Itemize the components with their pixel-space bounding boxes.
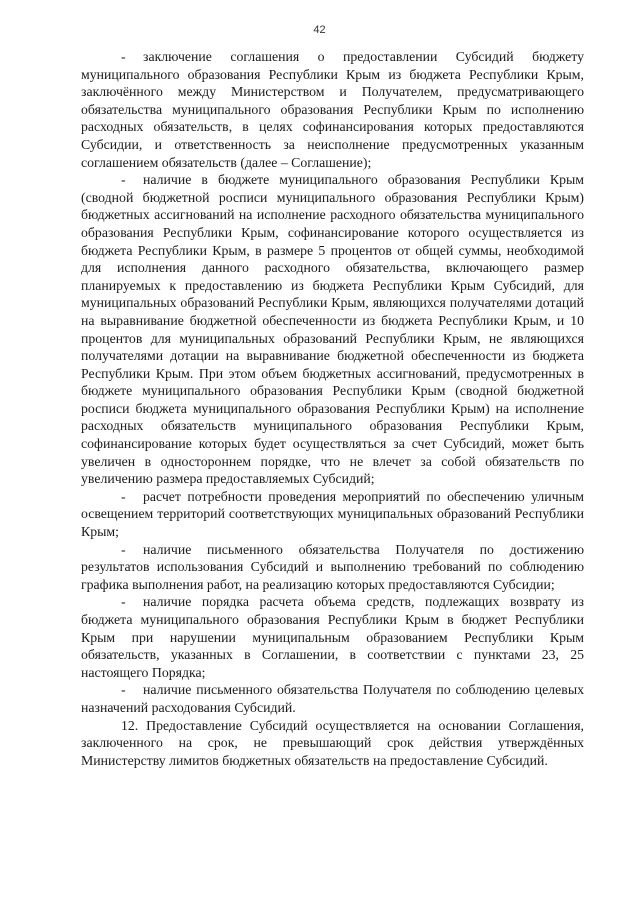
bullet-text: наличие письменного обязательства Получателя по соблюдению целевых назначений расходования Субсидий. bbox=[81, 682, 584, 715]
bullet-text: наличие порядка расчета объема средств, подлежащих возврату из бюджета муниципального образования Республики Крым в бюджет Республики Крым при нарушении муниципальным образованием Республики Крым обязательств, указанных в Соглашении, в соответствии с пунктами 23, 25 настоящего Порядка; bbox=[81, 594, 584, 680]
bullet-text: наличие письменного обязательства Получателя по достижению результатов использования Субсидий и выполнению требований по соблюдению графика выполнения работ, на реализацию которых предоставляются Субсидии; bbox=[81, 541, 584, 592]
bullet-item bbox=[81, 593, 584, 681]
bullet-marker: - bbox=[121, 49, 126, 64]
bullet-item bbox=[81, 681, 584, 716]
bullet-item bbox=[81, 48, 584, 171]
bullet-marker: - bbox=[121, 594, 126, 610]
bullet-text: заключение соглашения о предоставлении Субсидий бюджету муниципального образования Республики Крым из бюджета Республики Крым, заключённого между Министерством и Получателем, предусматривающего обязательства муниципального образования Республики Крым по исполнению расходных обязательств, в целях софинансирования которых предоставляются Субсидии, и ответственность за неисполнение предусмотренных указанным соглашением обязательств (далее – Соглашение); bbox=[81, 49, 584, 170]
bullet-marker: - bbox=[121, 541, 126, 557]
page-number: 42 bbox=[313, 24, 326, 36]
bullet-item bbox=[81, 488, 584, 541]
bullet-item bbox=[81, 541, 584, 594]
clause-12: 12. Предоставление Субсидий осуществляется на основании Соглашения, заключенного на срок, не превышающий срок действия утверждённых Министерству лимитов бюджетных обязательств на предоставление Субсидий. bbox=[81, 717, 584, 768]
bullet-item bbox=[81, 171, 584, 488]
bullet-text: расчет потребности проведения мероприятий по обеспечению уличным освещением территорий соответствующих муниципальных образований Республики Крым; bbox=[81, 488, 584, 540]
bullet-marker: - bbox=[121, 172, 126, 188]
bullet-marker: - bbox=[121, 682, 126, 698]
bullet-text: наличие в бюджете муниципального образования Республики Крым (сводной бюджетной росписи муниципального образования Республики Крым) бюджетных ассигнований на исполнение расходного обязательства муниципального образования Республики Крым, софинансирование которого осуществляется из бюджета Республики Крым, в размере 5 процентов от общей суммы, необходимой для исполнения данного расходного обязательства, включающего размер планируемых к предоставлению из бюджета Республики Крым Субсидий, для муниципальных образований Республики Крым, являющихся получателями дотаций на выравнивание бюджетной обеспеченности из бюджета Республики Крым, и 10 процентов для муниципальных образований Республики Крым, не являющихся получателями дотации на выравнивание бюджетной обеспеченности из бюджета Республики Крым. При этом объем бюджетных ассигнований, предусмотренных в бюджете муниципального образования Республики Крым (сводной бюджетной росписи бюджета муниципального образования Республики Крым) на исполнение расходных обязательств муниципального образования Республики Крым, софинансирование которых будет осуществляться за счет Субсидий, может быть увеличен в одностороннем порядке, что не влечет за собой обязательств по увеличению размера предоставляемых Субсидий; bbox=[81, 172, 584, 487]
bullet-marker: - bbox=[121, 488, 126, 504]
document-body bbox=[81, 48, 584, 769]
